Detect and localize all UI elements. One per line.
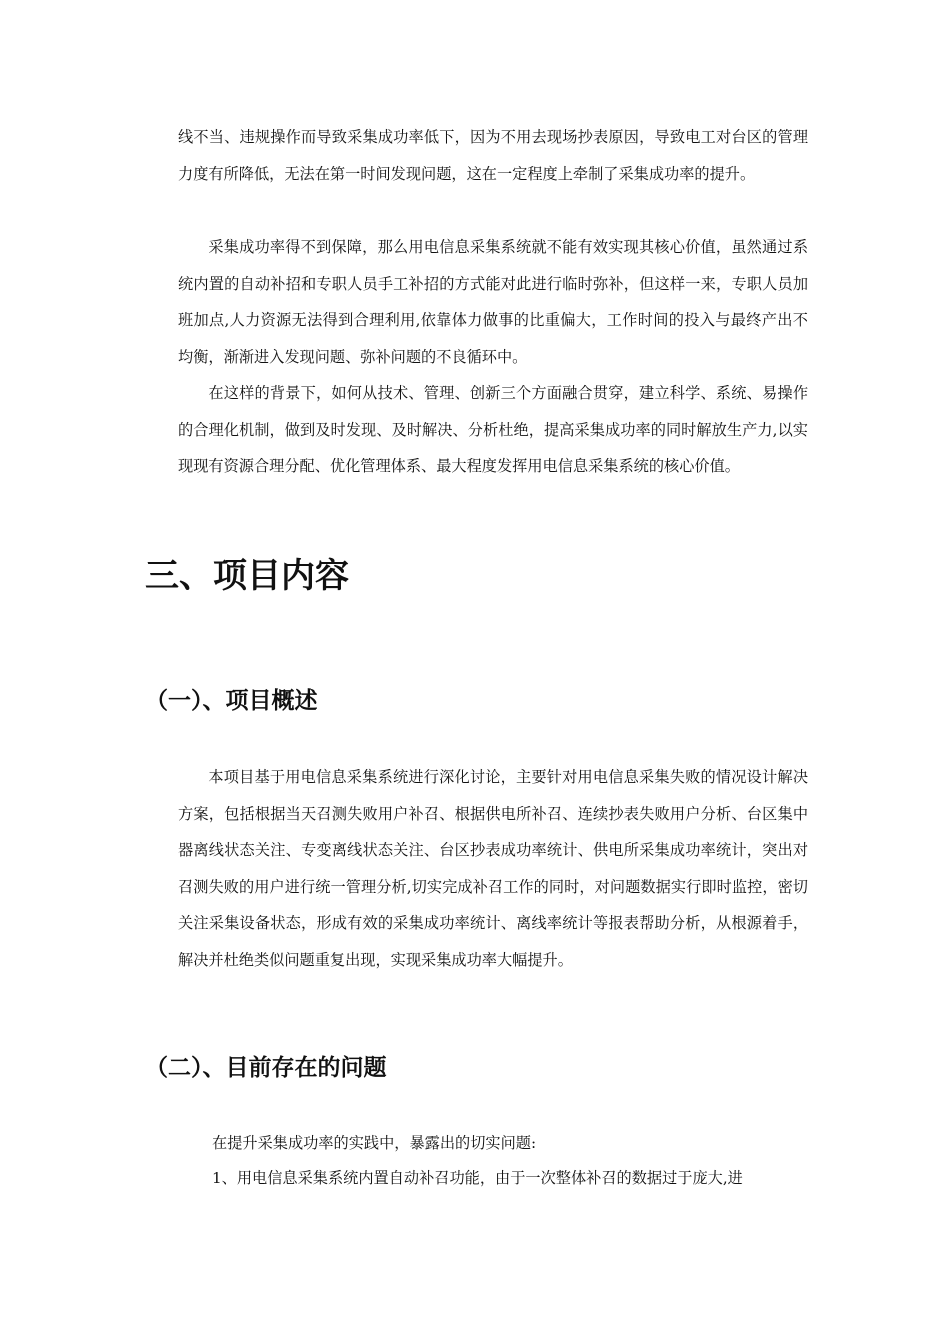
paragraph-project-overview: 本项目基于用电信息采集系统进行深化讨论，主要针对用电信息采集失败的情况设计解决方案，包括根据当天召测失败用户补召、根据供电所补召、连续抄表失败用户分析、台区集中器离线状态关注、专变离线状态关注、台区抄表成功率统计、供电所采集成功率统计，突出对召测失败的用户进行统一管理分析,切实完成补召工作的同时，对问题数据实行即时监控，密切关注采集设备状态，形成有效的采集成功率统计、离线率统计等报表帮助分析，从根源着手，解决并杜绝类似问题重复出现，实现采集成功率大幅提升。	[178, 768, 808, 969]
list-item-problem-1: 1、用电信息采集系统内置自动补召功能，由于一次整体补召的数据过于庞大,进	[212, 1169, 743, 1187]
paragraph-continued-context: 线不当、违规操作而导致采集成功率低下，因为不用去现场抄表原因，导致电工对台区的管理力度有所降低，无法在第一时间发现问题，这在一定程度上牵制了采集成功率的提升。	[178, 128, 808, 183]
paragraph-collection-rate-impact: 采集成功率得不到保障，那么用电信息采集系统就不能有效实现其核心价值，虽然通过系统内置的自动补招和专职人员手工补招的方式能对此进行临时弥补，但这样一来，专职人员加班加点,人力资源无法得到合理利用,依靠体力做事的比重偏大，工作时间的投入与最终产出不均衡，渐渐进入发现问题、弥补问题的不良循环中。	[178, 238, 808, 366]
subsection-heading-overview: （一）、项目概述	[145, 688, 318, 714]
paragraph-background-goal: 在这样的背景下，如何从技术、管理、创新三个方面融合贯穿，建立科学、系统、易操作的合理化机制，做到及时发现、及时解决、分析杜绝，提高采集成功率的同时解放生产力,以实现现有资源合理分配、优化管理体系、最大程度发挥用电信息采集系统的核心价值。	[178, 384, 808, 476]
paragraph-problems-intro: 在提升采集成功率的实践中，暴露出的切实问题:	[212, 1134, 537, 1152]
section-heading-project-content: 三、项目内容	[145, 556, 349, 596]
subsection-heading-current-problems: （二）、目前存在的问题	[145, 1055, 387, 1081]
